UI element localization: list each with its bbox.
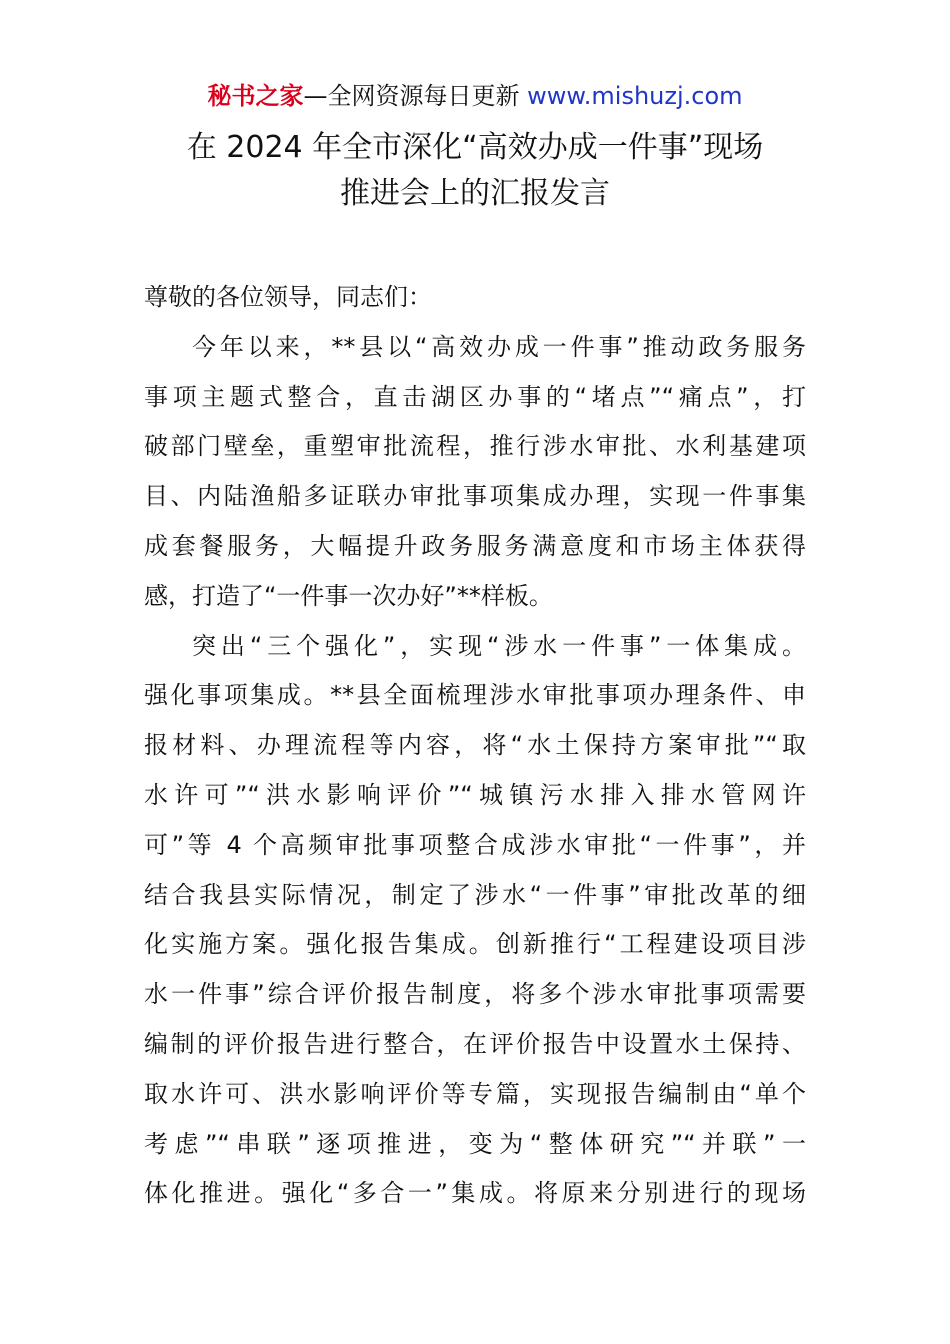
document-body: [144, 273, 806, 1219]
body-line: 目、内陆渔船多证联办审批事项集成办理，实现一件事集: [144, 482, 806, 511]
salutation: 尊敬的各位领导，同志们：: [144, 283, 432, 311]
body-line: 感，打造了“一件事一次办好”**样板。: [144, 581, 553, 610]
body-line: 取水许可、洪水影响评价等专篇，实现报告编制由“单个: [144, 1079, 806, 1108]
body-line: 考虑”“串联”逐项推进，变为“整体研究”“并联”一: [144, 1129, 806, 1158]
body-line: 体化推进。强化“多合一”集成。将原来分别进行的现场: [144, 1179, 806, 1208]
body-line: 水许可”“洪水影响评价”“城镇污水排入排水管网许: [144, 780, 806, 809]
brand-name: 秘书之家: [207, 82, 304, 110]
body-line: 化实施方案。强化报告集成。创新推行“工程建设项目涉: [144, 930, 806, 959]
site-url-link[interactable]: www.mishuzj.com: [527, 82, 743, 110]
body-line: 破部门壁垒，重塑审批流程，推行涉水审批、水利基建项: [144, 432, 806, 461]
body-line: 结合我县实际情况，制定了涉水“一件事”审批改革的细: [144, 880, 806, 909]
site-banner: [0, 80, 950, 112]
body-line: 可”等 4 个高频审批事项整合成涉水审批“一件事”，并: [144, 830, 806, 859]
body-line: 成套餐服务，大幅提升政务服务满意度和市场主体获得: [144, 531, 806, 560]
body-line: 事项主题式整合，直击湖区办事的“堵点”“痛点”，打: [144, 382, 806, 411]
body-line: 水一件事”综合评价报告制度，将多个涉水审批事项需要: [144, 980, 806, 1009]
body-line: 编制的评价报告进行整合，在评价报告中设置水土保持、: [144, 1029, 806, 1058]
document-title: [0, 125, 950, 217]
title-line-2: 推进会上的汇报发言: [340, 176, 610, 211]
banner-tagline: —全网资源每日更新: [303, 82, 528, 110]
section-heading-line: 突出“三个强化”，实现“涉水一件事”一体集成。: [192, 631, 806, 660]
title-line-1: 在 2024 年全市深化“高效办成一件事”现场: [186, 130, 764, 165]
body-line: 强化事项集成。**县全面梳理涉水审批事项办理条件、申: [144, 681, 806, 710]
body-line: 报材料、办理流程等内容，将“水土保持方案审批”“取: [144, 731, 806, 760]
body-line: 今年以来，**县以“高效办成一件事”推动政务服务: [192, 332, 806, 361]
